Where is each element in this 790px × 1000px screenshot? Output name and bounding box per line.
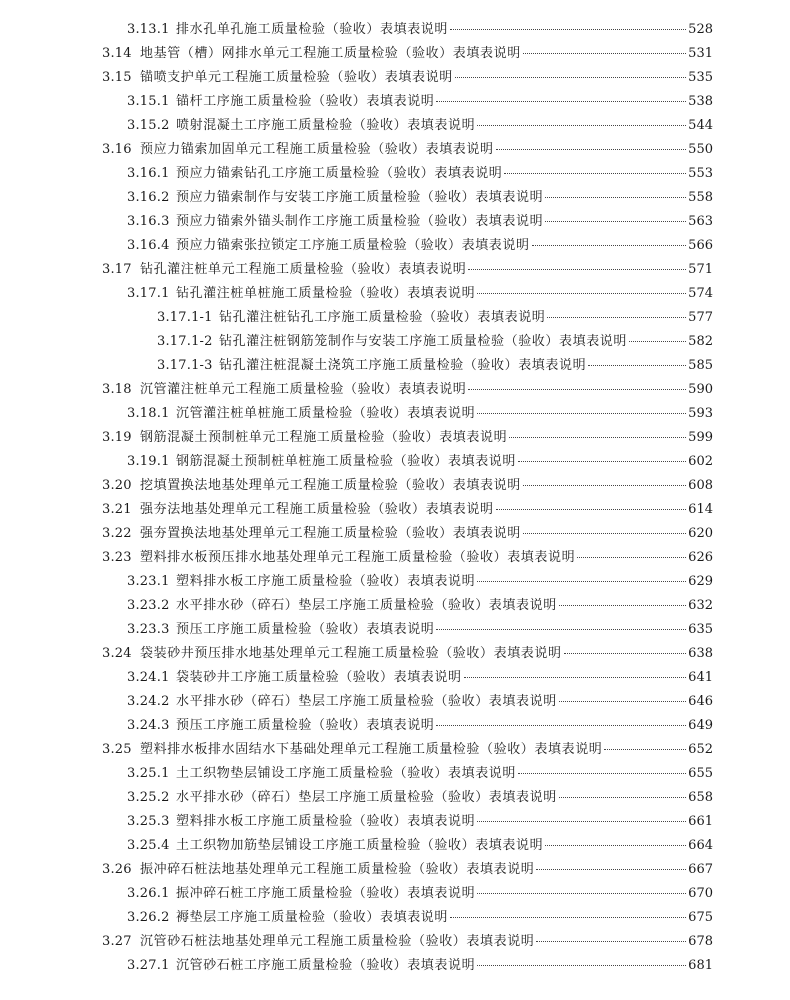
toc-entry[interactable] [0,210,790,234]
toc-entry-title: 塑料排水板工序施工质量检验（验收）表填表说明 [176,574,476,589]
toc-entry[interactable] [0,594,790,618]
toc-entry-page-number: 531 [688,46,713,61]
toc-entry[interactable] [0,330,790,354]
toc-entry[interactable] [0,666,790,690]
toc-entry-title: 沉管灌注桩单桩施工质量检验（验收）表填表说明 [176,406,476,421]
toc-entry-page-number: 626 [688,550,713,565]
toc-dot-leader [536,941,686,942]
toc-entry-page-number: 590 [688,382,713,397]
toc-entry[interactable] [0,522,790,546]
toc-dot-leader [523,485,686,486]
toc-entry[interactable] [0,42,790,66]
toc-dot-leader [450,917,686,918]
toc-entry-title: 钻孔灌注桩钻孔工序施工质量检验（验收）表填表说明 [219,310,546,325]
toc-dot-leader [496,149,687,150]
toc-entry-title: 沉管砂石桩工序施工质量检验（验收）表填表说明 [176,958,476,973]
toc-entry-title: 钻孔灌注桩单元工程施工质量检验（验收）表填表说明 [140,262,467,277]
toc-entry[interactable] [0,450,790,474]
toc-entry-page-number: 658 [688,790,713,805]
toc-entry-number: 3.21 [102,502,132,517]
toc-entry-title: 钻孔灌注桩钢筋笼制作与安装工序施工质量检验（验收）表填表说明 [219,334,628,349]
toc-entry-title: 预应力锚索张拉锁定工序施工质量检验（验收）表填表说明 [176,238,530,253]
toc-entry-page-number: 574 [688,286,713,301]
toc-entry-title: 褥垫层工序施工质量检验（验收）表填表说明 [176,910,449,925]
toc-entry-page-number: 655 [688,766,713,781]
toc-entry[interactable] [0,258,790,282]
toc-dot-leader [577,557,686,558]
toc-entry-page-number: 577 [688,310,713,325]
toc-entry-number: 3.18 [102,382,132,397]
toc-entry-page-number: 544 [688,118,713,133]
toc-entry-title: 钢筋混凝土预制桩单桩施工质量检验（验收）表填表说明 [176,454,517,469]
toc-entry[interactable] [0,738,790,762]
toc-entry-number: 3.13.1 [127,22,170,37]
toc-entry-page-number: 550 [688,142,713,157]
toc-entry-title: 排水孔单孔施工质量检验（验收）表填表说明 [176,22,449,37]
toc-entry-title: 预应力锚索钻孔工序施工质量检验（验收）表填表说明 [176,166,503,181]
toc-dot-leader [536,869,686,870]
toc-entry[interactable] [0,930,790,954]
toc-entry[interactable] [0,378,790,402]
toc-entry-title: 挖填置换法地基处理单元工程施工质量检验（验收）表填表说明 [140,478,521,493]
toc-entry-title: 锚杆工序施工质量检验（验收）表填表说明 [176,94,435,109]
toc-entry[interactable] [0,114,790,138]
toc-entry-title: 沉管灌注桩单元工程施工质量检验（验收）表填表说明 [140,382,467,397]
toc-entry-title: 钻孔灌注桩单桩施工质量检验（验收）表填表说明 [176,286,476,301]
toc-entry-number: 3.26 [102,862,132,877]
toc-dot-leader [477,293,686,294]
toc-entry[interactable] [0,306,790,330]
toc-entry-title: 强夯置换法地基处理单元工程施工质量检验（验收）表填表说明 [140,526,521,541]
toc-entry-number: 3.18.1 [127,406,170,421]
toc-dot-leader [455,77,686,78]
toc-entry[interactable] [0,474,790,498]
toc-entry-title: 塑料排水板排水固结水下基础处理单元工程施工质量检验（验收）表填表说明 [140,742,603,757]
toc-entry-number: 3.22 [102,526,132,541]
toc-entry[interactable] [0,690,790,714]
toc-dot-leader [477,821,686,822]
toc-entry-number: 3.19 [102,430,132,445]
toc-entry[interactable] [0,858,790,882]
toc-entry-title: 预压工序施工质量检验（验收）表填表说明 [176,622,435,637]
toc-dot-leader [559,797,686,798]
toc-entry-page-number: 667 [688,862,713,877]
toc-entry-page-number: 566 [688,238,713,253]
toc-dot-leader [604,749,686,750]
toc-dot-leader [436,101,686,102]
toc-entry[interactable] [0,882,790,906]
toc-entry-number: 3.16.2 [127,190,170,205]
toc-entry[interactable] [0,570,790,594]
toc-entry[interactable] [0,954,790,978]
toc-entry[interactable] [0,66,790,90]
toc-entry[interactable] [0,354,790,378]
toc-entry-number: 3.15.2 [127,118,170,133]
toc-entry-page-number: 632 [688,598,713,613]
toc-dot-leader [468,269,686,270]
toc-entry[interactable] [0,402,790,426]
toc-dot-leader [436,725,686,726]
toc-entry-number: 3.17.1 [127,286,170,301]
toc-dot-leader [496,509,687,510]
toc-entry-title: 预应力锚索制作与安装工序施工质量检验（验收）表填表说明 [176,190,544,205]
toc-entry[interactable] [0,762,790,786]
toc-entry-number: 3.25.4 [127,838,170,853]
toc-entry-number: 3.26.2 [127,910,170,925]
toc-entry[interactable] [0,18,790,42]
toc-entry-title: 强夯法地基处理单元工程施工质量检验（验收）表填表说明 [140,502,494,517]
toc-entry-title: 水平排水砂（碎石）垫层工序施工质量检验（验收）表填表说明 [176,694,557,709]
toc-entry-page-number: 602 [688,454,713,469]
toc-entry[interactable] [0,546,790,570]
toc-dot-leader [547,317,686,318]
toc-dot-leader [588,365,686,366]
toc-entry-page-number: 649 [688,718,713,733]
toc-entry-number: 3.23 [102,550,132,565]
toc-dot-leader [509,437,686,438]
toc-entry-number: 3.20 [102,478,132,493]
toc-dot-leader [468,389,686,390]
toc-entry-page-number: 635 [688,622,713,637]
toc-entry[interactable] [0,618,790,642]
toc-entry-number: 3.23.1 [127,574,170,589]
toc-entry-title: 塑料排水板预压排水地基处理单元工程施工质量检验（验收）表填表说明 [140,550,576,565]
toc-entry[interactable] [0,714,790,738]
toc-entry-page-number: 620 [688,526,713,541]
toc-dot-leader [450,29,686,30]
toc-entry-title: 钢筋混凝土预制桩单元工程施工质量检验（验收）表填表说明 [140,430,508,445]
toc-dot-leader [477,965,686,966]
toc-entry-number: 3.15 [102,70,132,85]
toc-entry-page-number: 646 [688,694,713,709]
toc-entry-page-number: 593 [688,406,713,421]
toc-entry-title: 振冲碎石桩法地基处理单元工程施工质量检验（验收）表填表说明 [140,862,535,877]
toc-entry-title: 土工织物加筋垫层铺设工序施工质量检验（验收）表填表说明 [176,838,544,853]
toc-entry-number: 3.25 [102,742,132,757]
toc-entry-title: 预应力锚索加固单元工程施工质量检验（验收）表填表说明 [140,142,494,157]
toc-entry-page-number: 608 [688,478,713,493]
toc-entry-number: 3.17.1-3 [157,358,213,373]
toc-dot-leader [559,605,686,606]
toc-entry-number: 3.16.3 [127,214,170,229]
toc-entry-number: 3.14 [102,46,132,61]
toc-dot-leader [564,653,687,654]
toc-entry[interactable] [0,282,790,306]
toc-entry-number: 3.15.1 [127,94,170,109]
toc-entry-page-number: 528 [688,22,713,37]
toc-entry-page-number: 652 [688,742,713,757]
toc-entry-title: 水平排水砂（碎石）垫层工序施工质量检验（验收）表填表说明 [176,790,557,805]
toc-entry-number: 3.23.3 [127,622,170,637]
toc-entry-title: 预压工序施工质量检验（验收）表填表说明 [176,718,435,733]
toc-entry-title: 水平排水砂（碎石）垫层工序施工质量检验（验收）表填表说明 [176,598,557,613]
toc-dot-leader [477,893,686,894]
toc-entry[interactable] [0,906,790,930]
toc-entry-number: 3.25.2 [127,790,170,805]
toc-entry[interactable] [0,426,790,450]
toc-entry-page-number: 614 [688,502,713,517]
toc-entry-number: 3.17 [102,262,132,277]
toc-dot-leader [464,677,687,678]
toc-entry-number: 3.27 [102,934,132,949]
toc-entry-page-number: 571 [688,262,713,277]
toc-entry-page-number: 599 [688,430,713,445]
toc-entry-page-number: 535 [688,70,713,85]
toc-entry-page-number: 661 [688,814,713,829]
toc-entry[interactable] [0,498,790,522]
toc-entry-page-number: 558 [688,190,713,205]
toc-entry-page-number: 582 [688,334,713,349]
toc-entry-number: 3.24.2 [127,694,170,709]
toc-entry-number: 3.24 [102,646,132,661]
toc-entry-page-number: 678 [688,934,713,949]
toc-entry-title: 地基管（槽）网排水单元工程施工质量检验（验收）表填表说明 [140,46,521,61]
toc-dot-leader [629,341,686,342]
toc-entry-title: 锚喷支护单元工程施工质量检验（验收）表填表说明 [140,70,453,85]
toc-entry-page-number: 675 [688,910,713,925]
toc-entry-page-number: 538 [688,94,713,109]
toc-entry-page-number: 629 [688,574,713,589]
toc-entry-page-number: 563 [688,214,713,229]
toc-entry-number: 3.17.1-1 [157,310,213,325]
toc-entry[interactable] [0,810,790,834]
toc-dot-leader [518,773,686,774]
toc-entry-number: 3.25.1 [127,766,170,781]
toc-dot-leader [477,413,686,414]
toc-entry-number: 3.16.1 [127,166,170,181]
toc-entry-page-number: 670 [688,886,713,901]
toc-entry[interactable] [0,786,790,810]
toc-entry-page-number: 638 [688,646,713,661]
toc-dot-leader [504,173,686,174]
toc-entry-title: 沉管砂石桩法地基处理单元工程施工质量检验（验收）表填表说明 [140,934,535,949]
toc-entry[interactable] [0,834,790,858]
toc-entry[interactable] [0,138,790,162]
toc-entry-page-number: 641 [688,670,713,685]
toc-entry[interactable] [0,90,790,114]
toc-dot-leader [523,533,686,534]
toc-entry-page-number: 681 [688,958,713,973]
table-of-contents [0,18,790,978]
toc-entry[interactable] [0,642,790,666]
toc-dot-leader [545,221,686,222]
toc-entry-number: 3.17.1-2 [157,334,213,349]
toc-entry-title: 袋装砂井预压排水地基处理单元工程施工质量检验（验收）表填表说明 [140,646,562,661]
toc-entry-number: 3.24.1 [127,670,170,685]
toc-dot-leader [545,197,686,198]
toc-entry-number: 3.24.3 [127,718,170,733]
toc-dot-leader [518,461,686,462]
toc-entry-title: 土工织物垫层铺设工序施工质量检验（验收）表填表说明 [176,766,517,781]
toc-entry-title: 振冲碎石桩工序施工质量检验（验收）表填表说明 [176,886,476,901]
toc-entry-number: 3.16.4 [127,238,170,253]
toc-entry-number: 3.16 [102,142,132,157]
toc-entry-title: 预应力锚索外锚头制作工序施工质量检验（验收）表填表说明 [176,214,544,229]
toc-dot-leader [477,581,686,582]
toc-entry-title: 钻孔灌注桩混凝土浇筑工序施工质量检验（验收）表填表说明 [219,358,587,373]
toc-entry-page-number: 585 [688,358,713,373]
toc-dot-leader [477,125,686,126]
toc-dot-leader [523,53,686,54]
toc-entry[interactable] [0,234,790,258]
toc-entry-number: 3.26.1 [127,886,170,901]
toc-entry[interactable] [0,162,790,186]
toc-entry-number: 3.23.2 [127,598,170,613]
toc-dot-leader [545,845,686,846]
toc-dot-leader [559,701,686,702]
toc-dot-leader [532,245,687,246]
toc-entry-page-number: 553 [688,166,713,181]
toc-entry-title: 喷射混凝土工序施工质量检验（验收）表填表说明 [176,118,476,133]
toc-dot-leader [436,629,686,630]
toc-entry-page-number: 664 [688,838,713,853]
toc-entry-number: 3.27.1 [127,958,170,973]
toc-entry[interactable] [0,186,790,210]
toc-entry-title: 袋装砂井工序施工质量检验（验收）表填表说明 [176,670,462,685]
toc-entry-title: 塑料排水板工序施工质量检验（验收）表填表说明 [176,814,476,829]
toc-entry-number: 3.19.1 [127,454,170,469]
toc-entry-number: 3.25.3 [127,814,170,829]
